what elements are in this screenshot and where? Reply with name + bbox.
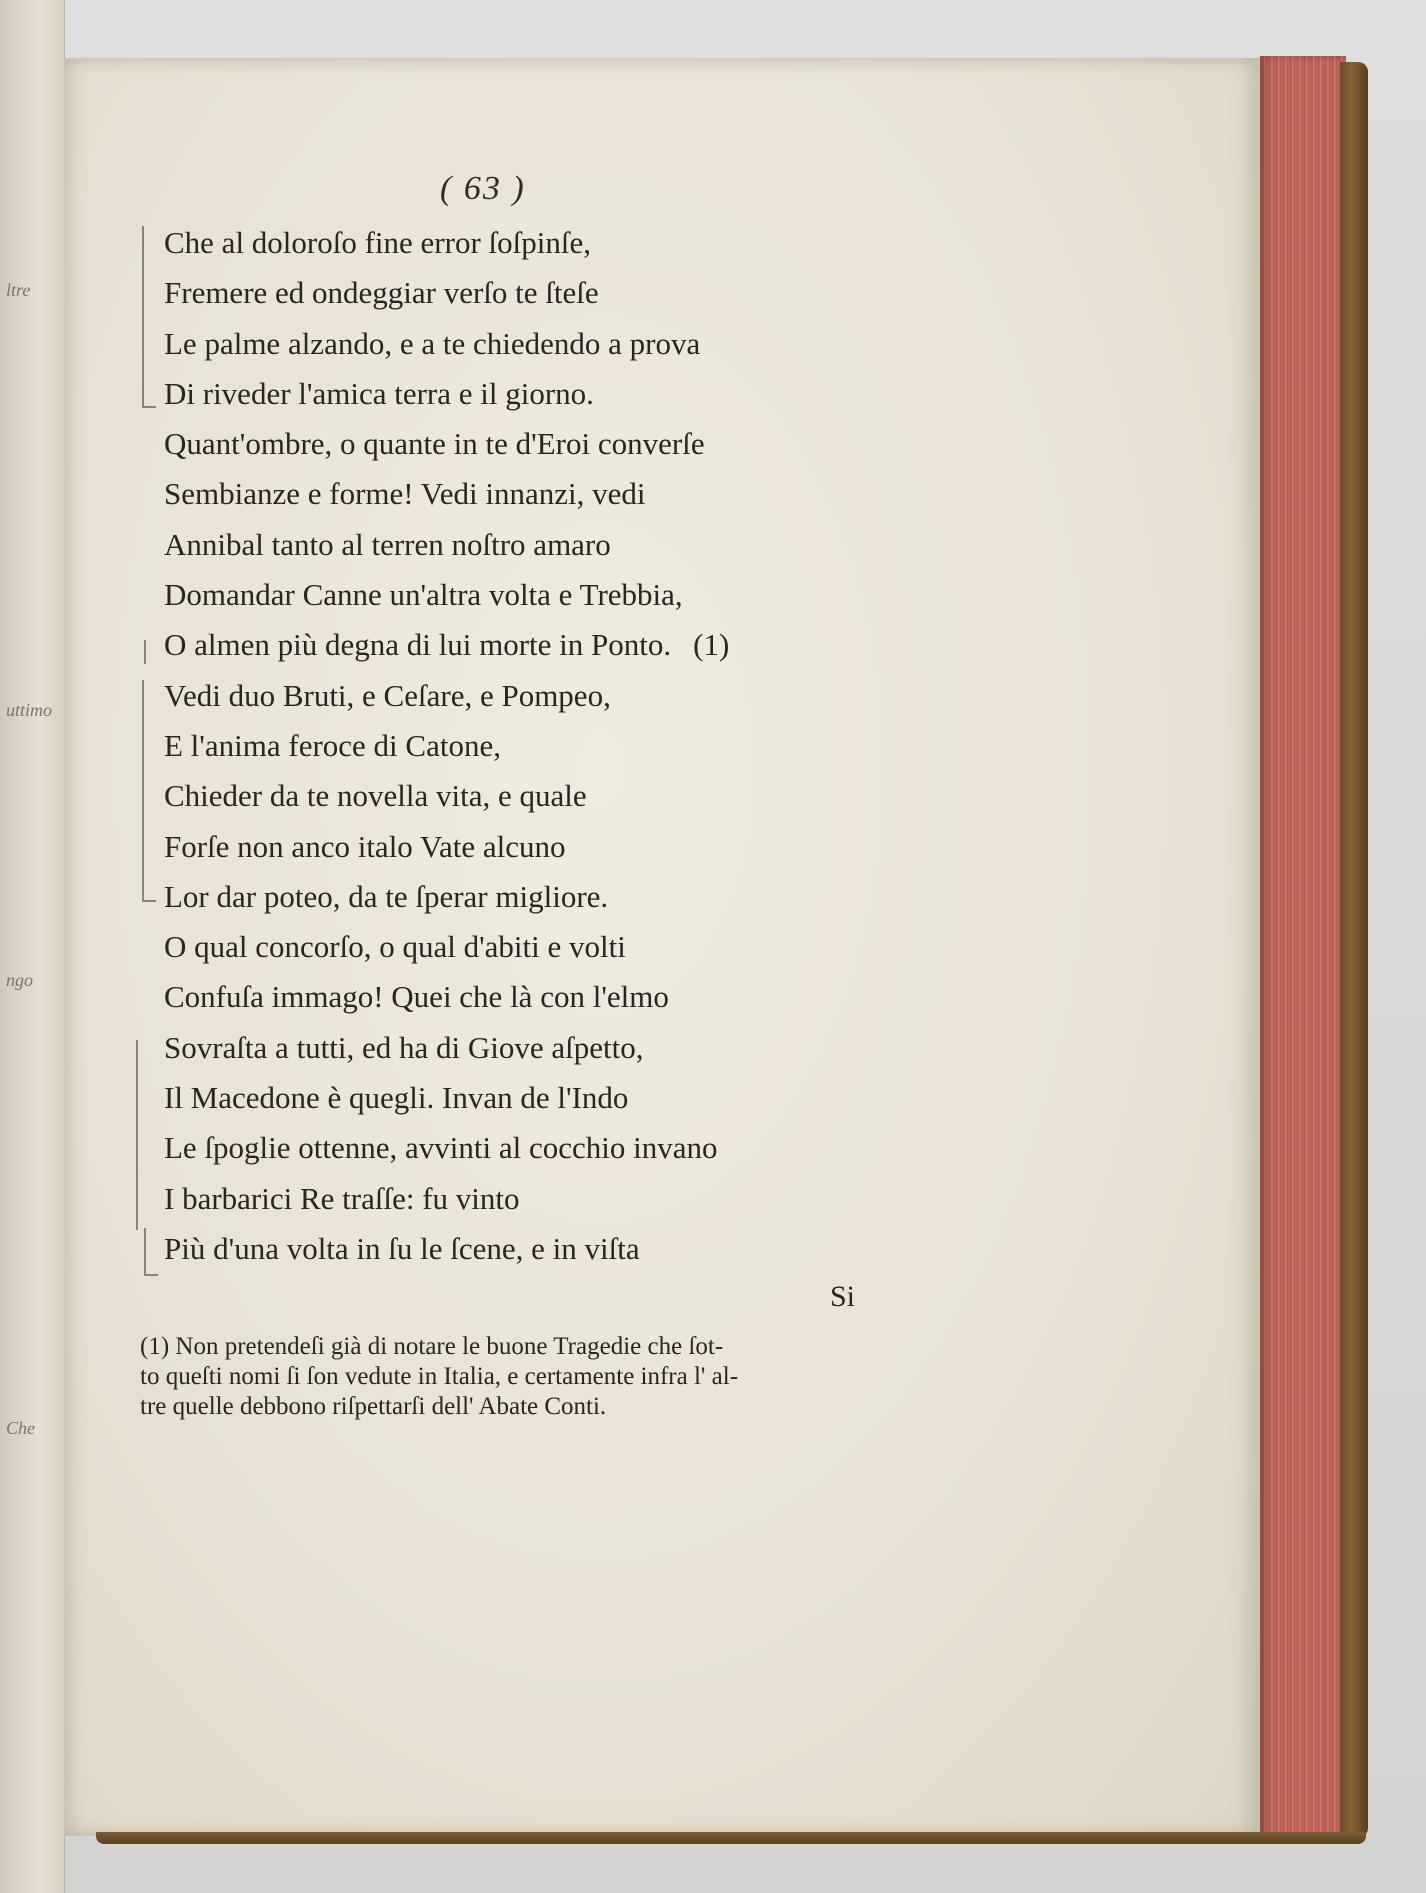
verse-line: Di riveder l'amica terra e il giorno. [164, 375, 594, 411]
page-block-edge [1260, 56, 1346, 1842]
verse-line: Lor dar poteo, da te ſperar migliore. [164, 878, 609, 914]
verse-line: Le palme alzando, e a te chiedendo a prova [164, 325, 701, 361]
verse-line: Che al doloroſo fine error ſoſpinſe, [164, 225, 591, 260]
verse-line: Più d'una volta in ſu le ſcene, e in viſta [164, 1230, 640, 1266]
verse-line: Domandar Canne un'altra volta e Trebbia, [164, 577, 683, 613]
verse-line: Forſe non anco italo Vate alcuno [164, 828, 566, 864]
footnote-line: to queſti nomi ſi ſon vedute in Italia, e certamente infra l' al- [140, 1363, 739, 1390]
verse-line: Sembianze e forme! Vedi innanzi, vedi [164, 476, 646, 512]
facing-page-edge [0, 0, 65, 1893]
verse-line: Vedi duo Bruti, e Ceſare, e Pompeo, [164, 677, 611, 713]
verse-line: Quant'ombre, o quante in te d'Eroi converſe [164, 426, 705, 462]
margin-note: ngo [6, 970, 33, 990]
verse-line: Annibal tanto al terren noſtro amaro [164, 526, 611, 562]
pencil-bracket-mark [144, 1228, 146, 1274]
margin-note: Che [6, 1418, 35, 1438]
footnote-marker: (1) [693, 627, 730, 663]
verse-text: O almen più degna di lui morte in Ponto. [164, 627, 672, 663]
verse-line: I barbarici Re traſſe: fu vinto [164, 1180, 520, 1216]
pencil-bracket-mark [144, 640, 146, 664]
page-number: ( 63 ) [440, 170, 526, 207]
footnote [140, 1332, 920, 1422]
footnote-line: tre quelle debbono riſpettarſi dell' Abate Conti. [140, 1393, 607, 1420]
verse-line: E l'anima feroce di Catone, [164, 727, 501, 763]
margin-note: ltre [6, 280, 31, 300]
catchword: Si [830, 1280, 856, 1313]
verse-line: Chieder da te novella vita, e quale [164, 778, 587, 814]
verse-line: Il Macedone è quegli. Invan de l'Indo [164, 1080, 629, 1116]
book-cover-bottom [96, 1832, 1366, 1844]
pencil-bracket-mark [142, 226, 144, 406]
margin-note: uttimo [6, 700, 53, 720]
verse-line: Confuſa immago! Quei che là con l'elmo [164, 979, 669, 1015]
verse-line: Fremere ed ondeggiar verſo te ſteſe [164, 275, 599, 311]
pencil-bracket-mark [136, 1040, 138, 1230]
verse-line: Sovraſta a tutti, ed ha di Giove aſpetto, [164, 1029, 644, 1065]
verse-line: O qual concorſo, o qual d'abiti e volti [164, 929, 626, 965]
verse-line-with-footnote [164, 620, 729, 670]
book-cover-spine [1340, 62, 1368, 1838]
pencil-bracket-mark [142, 680, 144, 900]
footnote-line: (1) Non pretendeſi già di notare le buone Tragedie che ſot- [140, 1333, 724, 1360]
poem-text [164, 218, 729, 1274]
verse-line: Le ſpoglie ottenne, avvinti al cocchio invano [164, 1130, 718, 1166]
